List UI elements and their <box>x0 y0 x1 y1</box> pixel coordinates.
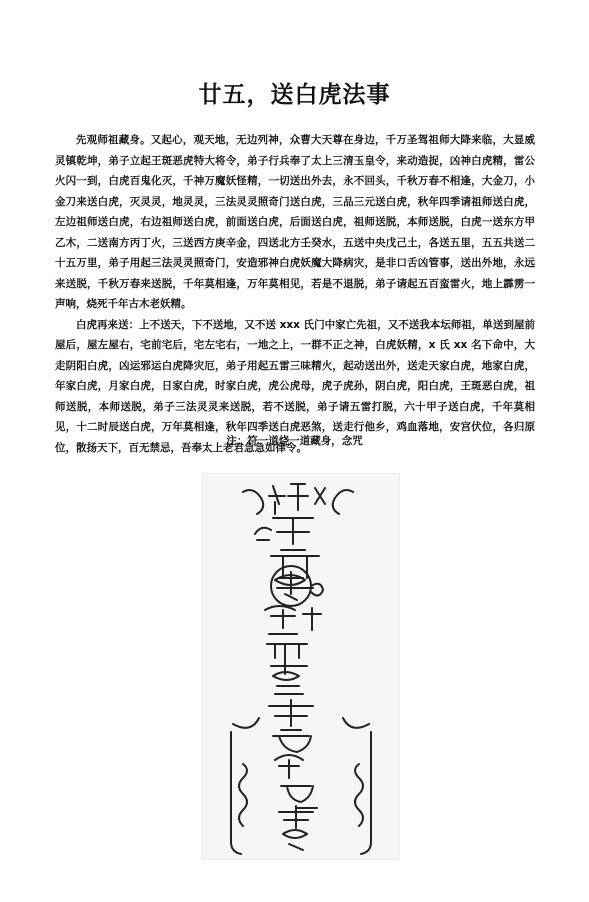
page-title: 廿五，送白虎法事 <box>198 82 391 108</box>
document-body <box>55 130 535 458</box>
talisman-image <box>202 473 400 860</box>
talisman-note: 注：符一道烧一道藏身，念咒 <box>226 435 363 447</box>
paragraph-1: 先观师祖藏身。又起心，观天地，无边列神，众曹大天尊在身边，千万圣驾祖师大降来临，大显威灵镇乾坤，弟子立起王斑恶虎特大将令，弟子行兵奉了太上三清玉皇令，来动造捉，凶神白虎精，雷公火闪一到，白虎百鬼化灭，千神万魔妖怪精，一切送出外去，永不回头，千秋万春不相逢，大金刀，小金刀来送白虎，灭灵灵，地灵灵，三法灵灵照奇门送白虎，三品三元送白虎，秋年四季请祖师送白虎，左边祖师送白虎，右边祖师送白虎，前面送白虎，后面送白虎，祖师送脱，本师送脱，白虎一送东方甲乙木，二送南方丙丁火，三送西方庚辛金，四送北方壬癸水，五送中央戊己土，各送五里，五五共送二十五万里，弟子用起三法灵灵照奇门，安造邪神白虎妖魔大降病灾，是非口舌凶管事，送出外地，永远来送脱，千秋万春来送脱，千年莫相逢，万年莫相见，若是不退脱，弟子请起五百蛮雷火，地上霹雳一声响，烧死千年古木老妖精。 <box>55 134 535 310</box>
paragraph-2: 白虎再来送：上不送天，下不送地，又不送 xxx 氏门中家亡先祖，又不送我本坛师祖，单送到屋前屋后，屋左屋右，宅前宅后，宅左宅右，一地之上，一群不正之神，白虎妖精，x 氏 xx 名下命中，大走阴阳白虎，凶运邪运白虎降灾厄，弟子用起五雷三味精火，起动送出外，送走天家白虎，地家白虎，年家白虎，月家白虎，日家白虎，时家白虎，虎公虎母，虎子虎孙，阴白虎，阳白虎，王斑恶白虎，祖师送脱，本师送脱，弟子三法灵灵来送脱，若不送脱，弟子请五雷打脱，六十甲子送白虎，千年莫相见，十二时辰送白虎，万年莫相逢，秋年四季送白虎恶煞，送走行他乡，鸡血落地，安宫伏位，各归原位，散扬天下，百无禁忌，吾奉太上老君急急如律令。 <box>55 318 535 454</box>
talisman-drawing <box>203 474 399 859</box>
